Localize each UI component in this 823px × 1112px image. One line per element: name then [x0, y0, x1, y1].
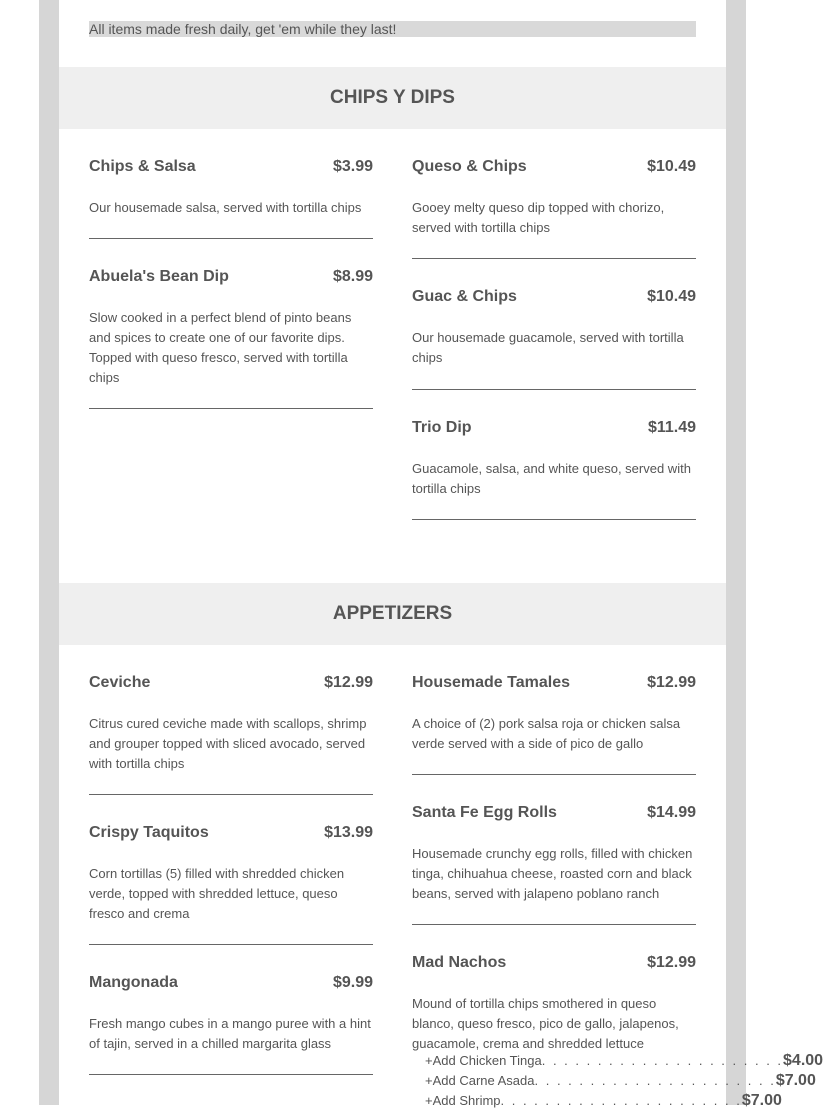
item-name: Guac & Chips	[412, 288, 517, 305]
addon-shrimp[interactable]	[412, 1092, 782, 1112]
item-price: $10.49	[647, 158, 696, 175]
addon-price: $7.00	[775, 1072, 816, 1089]
plus-icon: +	[425, 1093, 433, 1108]
addon-price: $4.00	[783, 1052, 823, 1069]
menu-item-abuelas-bean-dip[interactable]	[89, 268, 373, 388]
item-description: Citrus cured ceviche made with scallops, shrimp and grouper topped with sliced avocado, served with tortilla chips	[89, 716, 367, 771]
addon-label: Add Shrimp	[432, 1093, 501, 1108]
item-name: Santa Fe Egg Rolls	[412, 804, 557, 821]
fresh-daily-notice: All items made fresh daily, get 'em while they last!	[89, 21, 696, 37]
addon-list	[412, 1052, 823, 1112]
item-description: Corn tortillas (5) filled with shredded chicken verde, topped with shredded lettuce, queso fresco and crema	[89, 866, 345, 921]
item-description: A choice of (2) pork salsa roja or chicken salsa verde served with a side of pico de gallo	[412, 716, 681, 751]
item-description: Our housemade guacamole, served with tortilla chips	[412, 330, 684, 365]
item-name: Mangonada	[89, 974, 178, 991]
item-price: $11.49	[647, 419, 696, 436]
item-name: Queso & Chips	[412, 158, 527, 175]
item-price: $9.99	[332, 974, 373, 991]
divider	[412, 519, 696, 520]
item-price: $3.99	[332, 158, 373, 175]
item-description: Fresh mango cubes in a mango puree with a hint of tajin, served in a chilled margarita glass	[89, 1016, 371, 1051]
item-description: Our housemade salsa, served with tortilla chips	[89, 200, 362, 215]
item-price: $13.99	[324, 824, 373, 841]
divider	[89, 794, 373, 795]
item-description: Mound of tortilla chips smothered in queso blanco, queso fresco, pico de gallo, jalapenos, guacamole, crema and shredded lettuce	[412, 996, 679, 1051]
divider	[89, 238, 373, 239]
divider	[89, 1074, 373, 1075]
menu-item-mangonada[interactable]	[89, 974, 373, 1054]
item-price: $12.99	[647, 954, 696, 971]
item-name: Mad Nachos	[412, 954, 507, 971]
dot-leader: . . . . . . . . . . . . . . . . . . . . . .	[541, 1053, 784, 1068]
menu-item-trio-dip[interactable]	[412, 419, 696, 499]
item-price: $8.99	[332, 268, 373, 285]
divider	[412, 258, 696, 259]
menu-item-chips-salsa[interactable]	[89, 158, 373, 218]
menu-item-crispy-taquitos[interactable]	[89, 824, 373, 924]
addon-chicken-tinga[interactable]	[412, 1052, 823, 1072]
menu-item-mad-nachos[interactable]	[412, 954, 823, 1112]
menu-item-guac-chips[interactable]	[412, 288, 696, 368]
dot-leader: . . . . . . . . . . . . . . . . . . . . . .	[534, 1073, 776, 1088]
divider	[89, 944, 373, 945]
plus-icon: +	[425, 1073, 433, 1088]
item-price: $10.49	[647, 288, 696, 305]
dot-leader: . . . . . . . . . . . . . . . . . . . . . .	[500, 1093, 742, 1108]
divider	[89, 408, 373, 409]
addon-carne-asada[interactable]	[412, 1072, 816, 1092]
plus-icon: +	[425, 1053, 433, 1068]
item-price: $14.99	[647, 804, 696, 821]
item-name: Crispy Taquitos	[89, 824, 209, 841]
menu-item-ceviche[interactable]	[89, 674, 373, 774]
item-description: Guacamole, salsa, and white queso, served with tortilla chips	[412, 461, 691, 496]
menu-item-santa-fe-egg-rolls[interactable]	[412, 804, 696, 904]
divider	[412, 924, 696, 925]
item-name: Housemade Tamales	[412, 674, 570, 691]
menu-item-housemade-tamales[interactable]	[412, 674, 696, 754]
item-name: Chips & Salsa	[89, 158, 196, 175]
section-title-chips-y-dips: CHIPS Y DIPS	[59, 67, 726, 129]
section-title-appetizers: APPETIZERS	[59, 583, 726, 645]
menu-item-queso-chips[interactable]	[412, 158, 696, 238]
item-price: $12.99	[647, 674, 696, 691]
item-name: Ceviche	[89, 674, 151, 691]
item-price: $12.99	[324, 674, 373, 691]
item-description: Slow cooked in a perfect blend of pinto beans and spices to create one of our favorite dips. Topped with queso fresco, served with tortilla chips	[89, 310, 352, 385]
divider	[412, 389, 696, 390]
addon-label: Add Carne Asada	[432, 1073, 535, 1088]
addon-label: Add Chicken Tinga	[432, 1053, 542, 1068]
item-name: Abuela's Bean Dip	[89, 268, 229, 285]
divider	[412, 774, 696, 775]
item-name: Trio Dip	[412, 419, 472, 436]
addon-price: $7.00	[741, 1092, 782, 1109]
item-description: Gooey melty queso dip topped with chorizo, served with tortilla chips	[412, 200, 665, 235]
item-description: Housemade crunchy egg rolls, filled with chicken tinga, chihuahua cheese, roasted corn and black beans, served with jalapeno poblano ranch	[412, 846, 693, 901]
